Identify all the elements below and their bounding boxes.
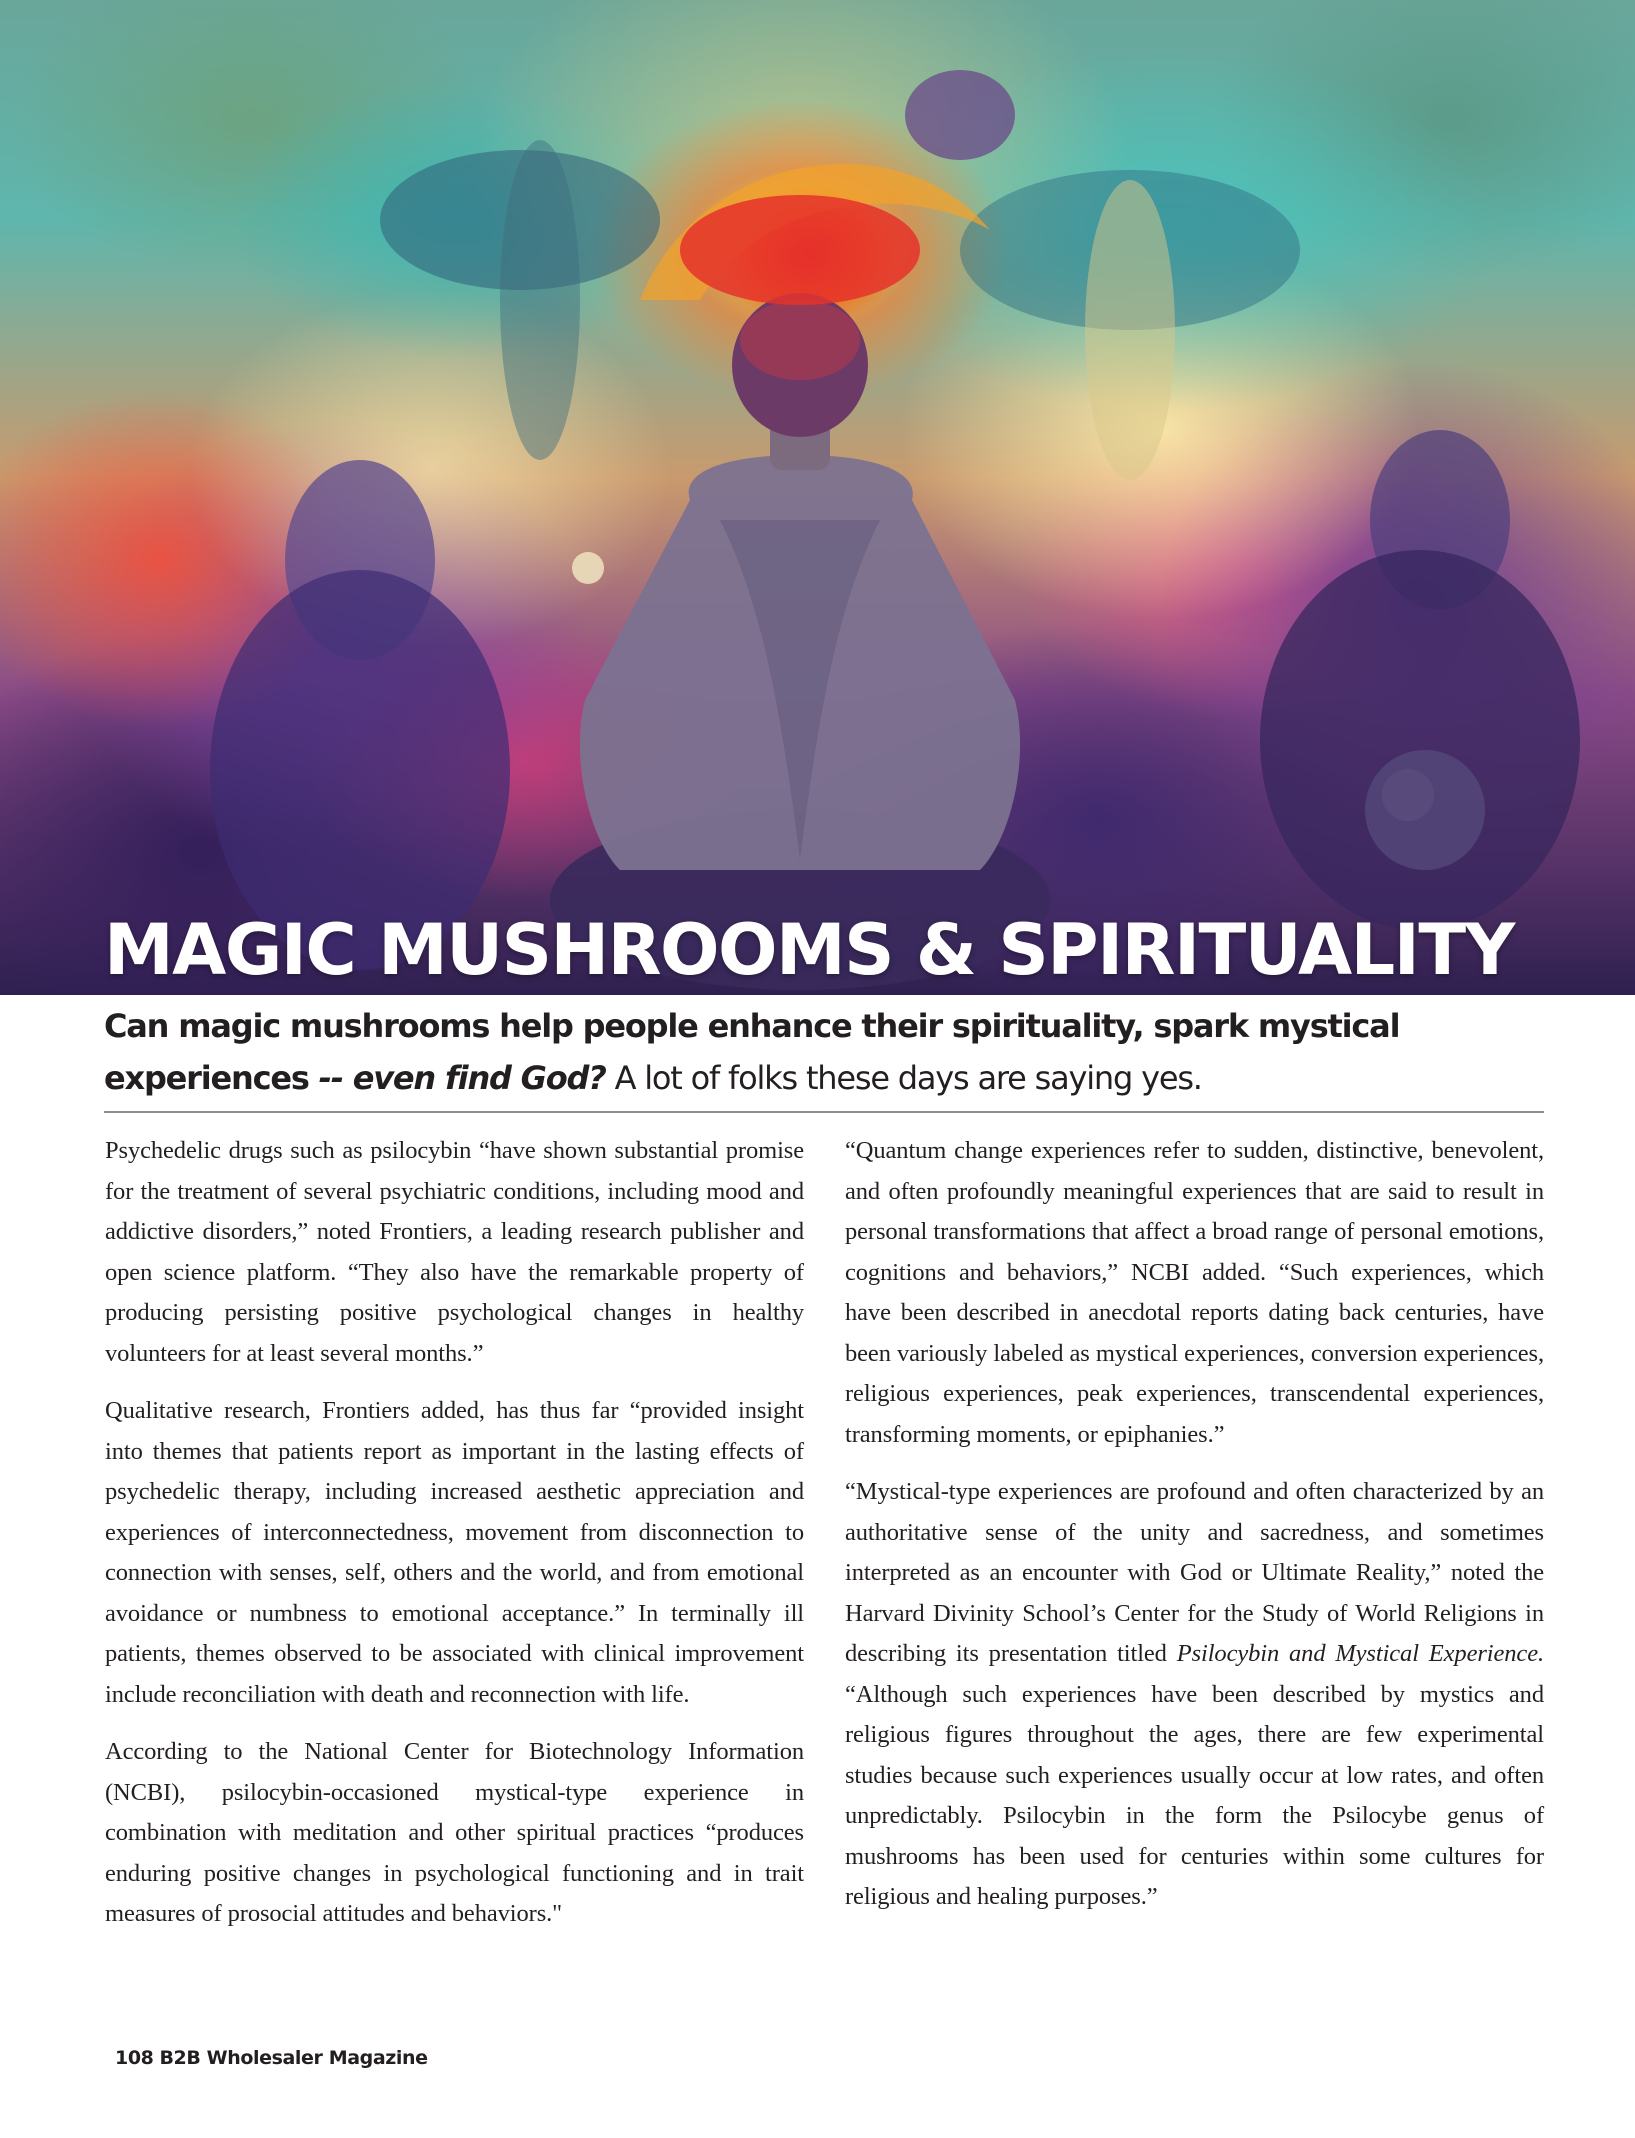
paragraph: “Quantum change experiences refer to sudden, distinctive, benevolent, and often profoundly meaningful experiences that are said to result in personal transformations that affect a broad range of personal emotions, cognitions and behaviors,” NCBI added. “Such experiences, which have been described in anecdotal reports dating back centuries, have been variously labeled as mystical experiences, conversion experiences, religious experiences, peak experiences, transcendental experiences, transforming moments, or epiphanies.” [845,1137,1544,1448]
page-footer [115,2047,428,2069]
magazine-name: B2B Wholesaler Magazine [159,2047,428,2069]
paragraph: Psychedelic drugs such as psilocybin “have shown substantial promise for the treatment of several psychiatric conditions, including mood and addictive disorders,” noted Frontiers, a leading research publisher and open science platform. “They also have the remarkable property of producing persisting positive psychological changes in healthy volunteers for at least several months.” [105,1137,804,1367]
deck-subtitle [104,1000,1554,1104]
headline: MAGIC MUSHROOMS & SPIRITUALITY [104,909,1514,991]
paragraph: According to the National Center for Biotechnology Information (NCBI), psilocybin-occasioned mystical-type experience in combination with meditation and other spiritual practices “produces enduring positive changes in psychological functioning and in trait measures of prosocial attitudes and behaviors." [105,1738,804,1927]
hero-illustration [0,0,1635,995]
page-number: 108 [115,2047,154,2069]
paragraph [845,1472,1544,1918]
deck-emphasis: -- even find God? [318,1059,606,1097]
paragraph-text: “Mystical-type experiences are profound and often characterized by an authoritative sense of the unity and sacredness, and sometimes interpreted as an encounter with God or Ultimate Reality,” noted the Harvard Divinity School’s Center for the Study of World Religions in describing its presentation titled [845,1478,1544,1667]
divider-rule [104,1111,1544,1113]
psychedelic-artwork [0,0,1635,995]
paragraph: Qualitative research, Frontiers added, has thus far “provided insight into themes that patients report as important in the lasting effects of psychedelic therapy, including increased aesthetic appreciation and experiences of interconnectedness, movement from disconnection to connection with senses, self, others and the world, and from emotional avoidance or numbness to emotional acceptance.” In terminally ill patients, themes observed to be associated with clinical improvement include reconciliation with death and reconnection with life. [105,1397,804,1708]
meditating-figure [550,195,1050,990]
article-column-right [845,1131,1544,1935]
deck-lead: Can magic mushrooms help people enhance their spirituality, spark mystical experiences [104,1007,1400,1097]
article-column-left [105,1131,804,1952]
deck-rest: A lot of folks these days are saying yes. [605,1059,1202,1097]
presentation-title: Psilocybin and Mystical Experience. [1176,1640,1544,1667]
paragraph-text: “Although such experiences have been described by mystics and religious figures throughout the ages, there are few experimental studies because such experiences usually occur at low rates, and often unpredictably. Psilocybin in the form the Psilocybe genus of mushrooms has been used for centuries within some cultures for religious and healing purposes.” [845,1680,1544,1910]
